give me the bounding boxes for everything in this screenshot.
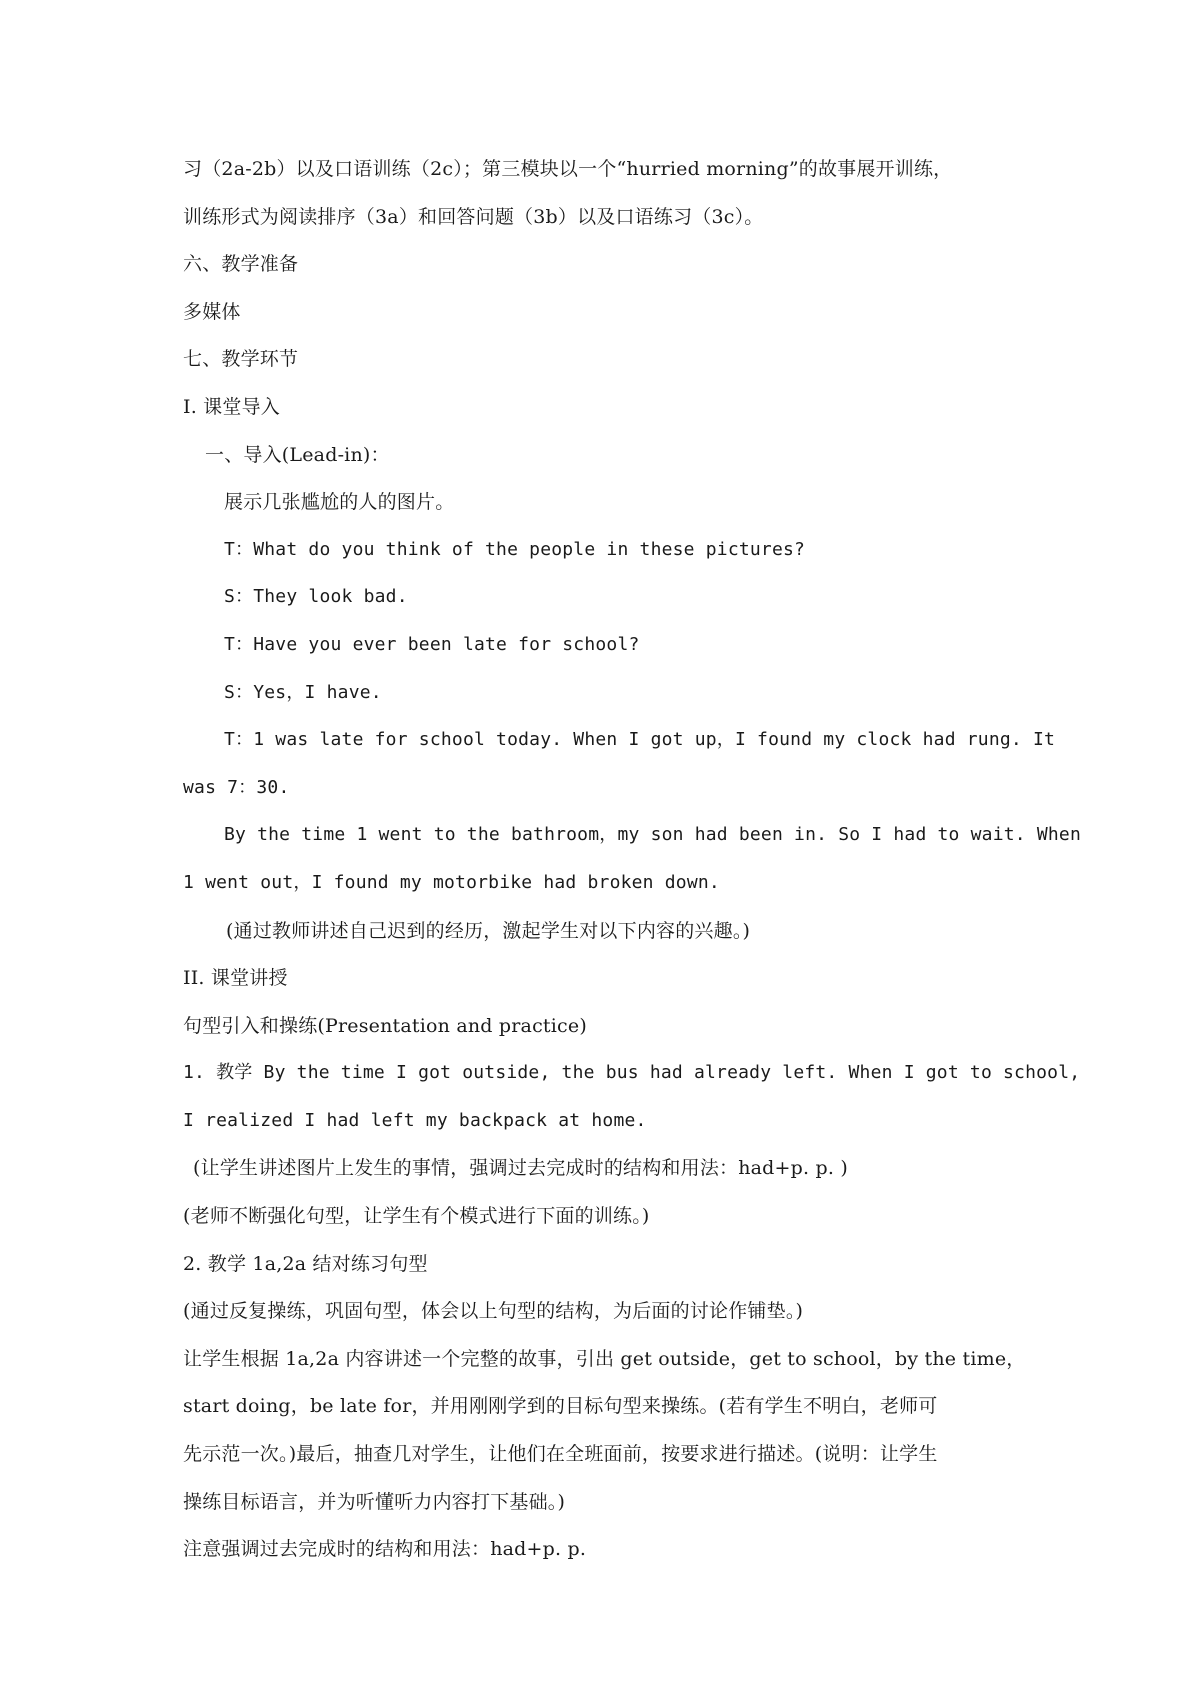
- numbered-item-1-continued: I realized I had left my backpack at home.: [183, 1109, 647, 1131]
- text-line-2: 训练形式为阅读排序（3a）和回答问题（3b）以及口语练习（3c）。: [183, 205, 764, 228]
- section-heading-teaching-steps: 七、教学环节: [183, 348, 299, 371]
- numbered-item-1: 1. 教学 By the time I got outside, the bus had already left. When I got to school,: [183, 1062, 1081, 1084]
- dialogue-line: T：1 was late for school today. When I got up，I found my clock had rung. It: [224, 729, 1056, 751]
- text-line: 先示范一次。)最后，抽查几对学生，让他们在全班面前，按要求进行描述。(说明：让学生: [183, 1443, 938, 1466]
- note-line: (让学生讲述图片上发生的事情，强调过去完成时的结构和用法：had+p. p. ): [193, 1157, 848, 1180]
- text-line: 操练目标语言，并为听懂听力内容打下基础。): [183, 1490, 566, 1513]
- lead-in-instruction: 展示几张尴尬的人的图片。: [224, 491, 455, 514]
- note-line: (老师不断强化句型，让学生有个模式进行下面的训练。): [183, 1205, 650, 1228]
- lead-in-title: 一、导入(Lead-in)：: [205, 443, 390, 466]
- text-line: 句型引入和操练(Presentation and practice): [183, 1014, 587, 1037]
- text-line-1: 习（2a-2b）以及口语训练（2c）；第三模块以一个“hurried morning”的故事展开训练，: [183, 158, 953, 180]
- dialogue-line-continued: was 7：30.: [183, 776, 290, 798]
- dialogue-line-continued: 1 went out，I found my motorbike had broken down.: [183, 871, 720, 893]
- subsection-heading-lead-in: I. 课堂导入: [183, 395, 280, 418]
- lead-in-note: (通过教师讲述自己迟到的经历，激起学生对以下内容的兴趣。): [226, 919, 751, 942]
- subsection-heading-presentation: II. 课堂讲授: [183, 967, 288, 990]
- text-line: 让学生根据 1a,2a 内容讲述一个完整的故事，引出 get outside，get to school，by the time，: [183, 1347, 1026, 1370]
- section-heading-preparation: 六、教学准备: [183, 253, 299, 276]
- note-line: (通过反复操练，巩固句型，体会以上句型的结构，为后面的讨论作铺垫。): [183, 1300, 804, 1323]
- text-line: start doing，be late for，并用刚刚学到的目标句型来操练。(若有学生不明白，老师可: [183, 1395, 938, 1418]
- dialogue-line: T：Have you ever been late for school?: [224, 633, 640, 655]
- numbered-item-2: 2. 教学 1a,2a 结对练习句型: [183, 1252, 428, 1275]
- dialogue-line: By the time 1 went to the bathroom，my son had been in. So I had to wait. When: [224, 824, 1082, 846]
- text-line-multimedia: 多媒体: [183, 300, 241, 323]
- dialogue-line: S：Yes，I have.: [224, 681, 382, 703]
- dialogue-line: S：They look bad.: [224, 586, 408, 608]
- document-body: [183, 152, 1082, 1580]
- dialogue-line: T：What do you think of the people in these pictures?: [224, 538, 806, 560]
- text-line: 注意强调过去完成时的结构和用法：had+p. p.: [183, 1538, 587, 1561]
